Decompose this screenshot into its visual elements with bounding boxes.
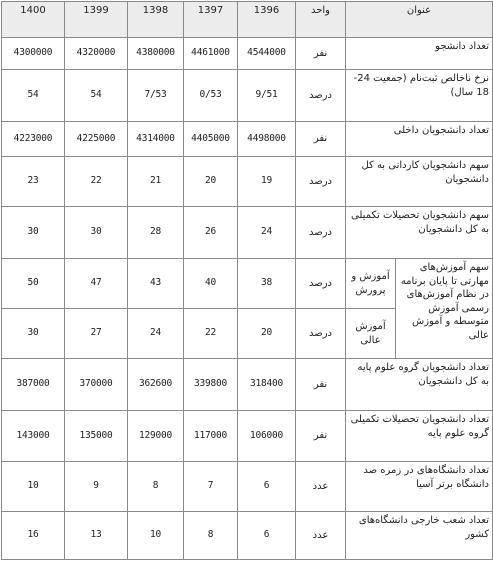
row-subgroup: آموزش و پرورش [346,259,396,309]
row-value: 10 [2,462,65,512]
row-value: 8 [184,512,238,560]
row-value: 339800 [184,359,238,411]
row-value: 28 [128,207,184,259]
row-value: 129000 [128,411,184,462]
row-value: 143000 [2,411,65,462]
row-title: تعداد دانشگاه‌های در زمره صد دانشگاه برتر آسیا [346,462,493,512]
table-row [2,259,493,309]
row-value: 16 [2,512,65,560]
row-value: 4498000 [238,122,296,157]
header-unit: واحد [296,2,346,38]
row-value: 6 [238,512,296,560]
row-value: 19 [238,157,296,207]
table-row [2,462,493,512]
header-year-1399: 1399 [65,2,128,38]
row-value: 117000 [184,411,238,462]
statistics-table [1,1,493,560]
row-value: 13 [65,512,128,560]
row-value: 54 [65,70,128,122]
row-value: 4380000 [128,38,184,70]
row-value: 362600 [128,359,184,411]
row-unit: درصد [296,70,346,122]
header-title: عنوان [346,2,493,38]
row-value: 4320000 [65,38,128,70]
row-title: تعداد دانشجویان تحصیلات تکمیلی گروه علوم پایه [346,411,493,462]
table-row [2,70,493,122]
row-value: 22 [65,157,128,207]
row-unit: درصد [296,157,346,207]
table-row [2,122,493,157]
row-subgroup: آموزش عالی [346,309,396,359]
header-year-1400: 1400 [2,2,65,38]
row-value: 6 [238,462,296,512]
row-unit: عدد [296,462,346,512]
row-title: نرخ ناخالص ثبت‌نام (جمعیت 24-18 سال) [346,70,493,122]
row-value: 4405000 [184,122,238,157]
row-unit: عدد [296,512,346,560]
row-value: 27 [65,309,128,359]
row-title: سهم دانشجویان کاردانی به کل دانشجویان [346,157,493,207]
row-value: 9/51 [238,70,296,122]
table-row [2,359,493,411]
row-title: تعداد شعب خارجی دانشگاه‌های کشور [346,512,493,560]
row-value: 20 [238,309,296,359]
row-value: 50 [2,259,65,309]
row-value: 26 [184,207,238,259]
row-unit: نفر [296,359,346,411]
row-unit: درصد [296,207,346,259]
table-row [2,207,493,259]
row-value: 7 [184,462,238,512]
row-value: 4544000 [238,38,296,70]
row-value: 4461000 [184,38,238,70]
row-value: 43 [128,259,184,309]
header-row [2,2,493,38]
table-row [2,512,493,560]
row-value: 30 [2,309,65,359]
row-unit: نفر [296,122,346,157]
row-value: 21 [128,157,184,207]
row-value: 9 [65,462,128,512]
row-value: 10 [128,512,184,560]
header-year-1398: 1398 [128,2,184,38]
table-row [2,38,493,70]
table-row [2,157,493,207]
row-unit: نفر [296,38,346,70]
row-value: 22 [184,309,238,359]
row-title: تعداد دانشجویان داخلی [346,122,493,157]
row-value: 387000 [2,359,65,411]
row-value: 318400 [238,359,296,411]
row-unit: نفر [296,411,346,462]
row-value: 370000 [65,359,128,411]
row-title: سهم دانشجویان تحصیلات تکمیلی به کل دانشجویان [346,207,493,259]
table-row [2,411,493,462]
row-value: 40 [184,259,238,309]
header-year-1397: 1397 [184,2,238,38]
row-value: 23 [2,157,65,207]
row-unit: درصد [296,309,346,359]
row-value: 38 [238,259,296,309]
header-year-1396: 1396 [238,2,296,38]
row-value: 54 [2,70,65,122]
row-value: 24 [238,207,296,259]
row-value: 4300000 [2,38,65,70]
row-value: 24 [128,309,184,359]
row-value: 4314000 [128,122,184,157]
row-title: تعداد دانشجو [346,38,493,70]
row-value: 8 [128,462,184,512]
row-title: تعداد دانشجویان گروه علوم پایه به کل دانشجویان [346,359,493,411]
row-value: 20 [184,157,238,207]
row-value: 47 [65,259,128,309]
row-value: 30 [2,207,65,259]
row-value: 30 [65,207,128,259]
row-value: 4225000 [65,122,128,157]
row-value: 135000 [65,411,128,462]
row-title: سهم آموزش‌های مهارتی تا پایان برنامه در نظام آموزش‌های رسمی آموزش متوسطه و آموزش عالی [396,259,493,359]
row-value: 7/53 [128,70,184,122]
row-value: 0/53 [184,70,238,122]
row-unit: درصد [296,259,346,309]
row-value: 4223000 [2,122,65,157]
row-value: 106000 [238,411,296,462]
